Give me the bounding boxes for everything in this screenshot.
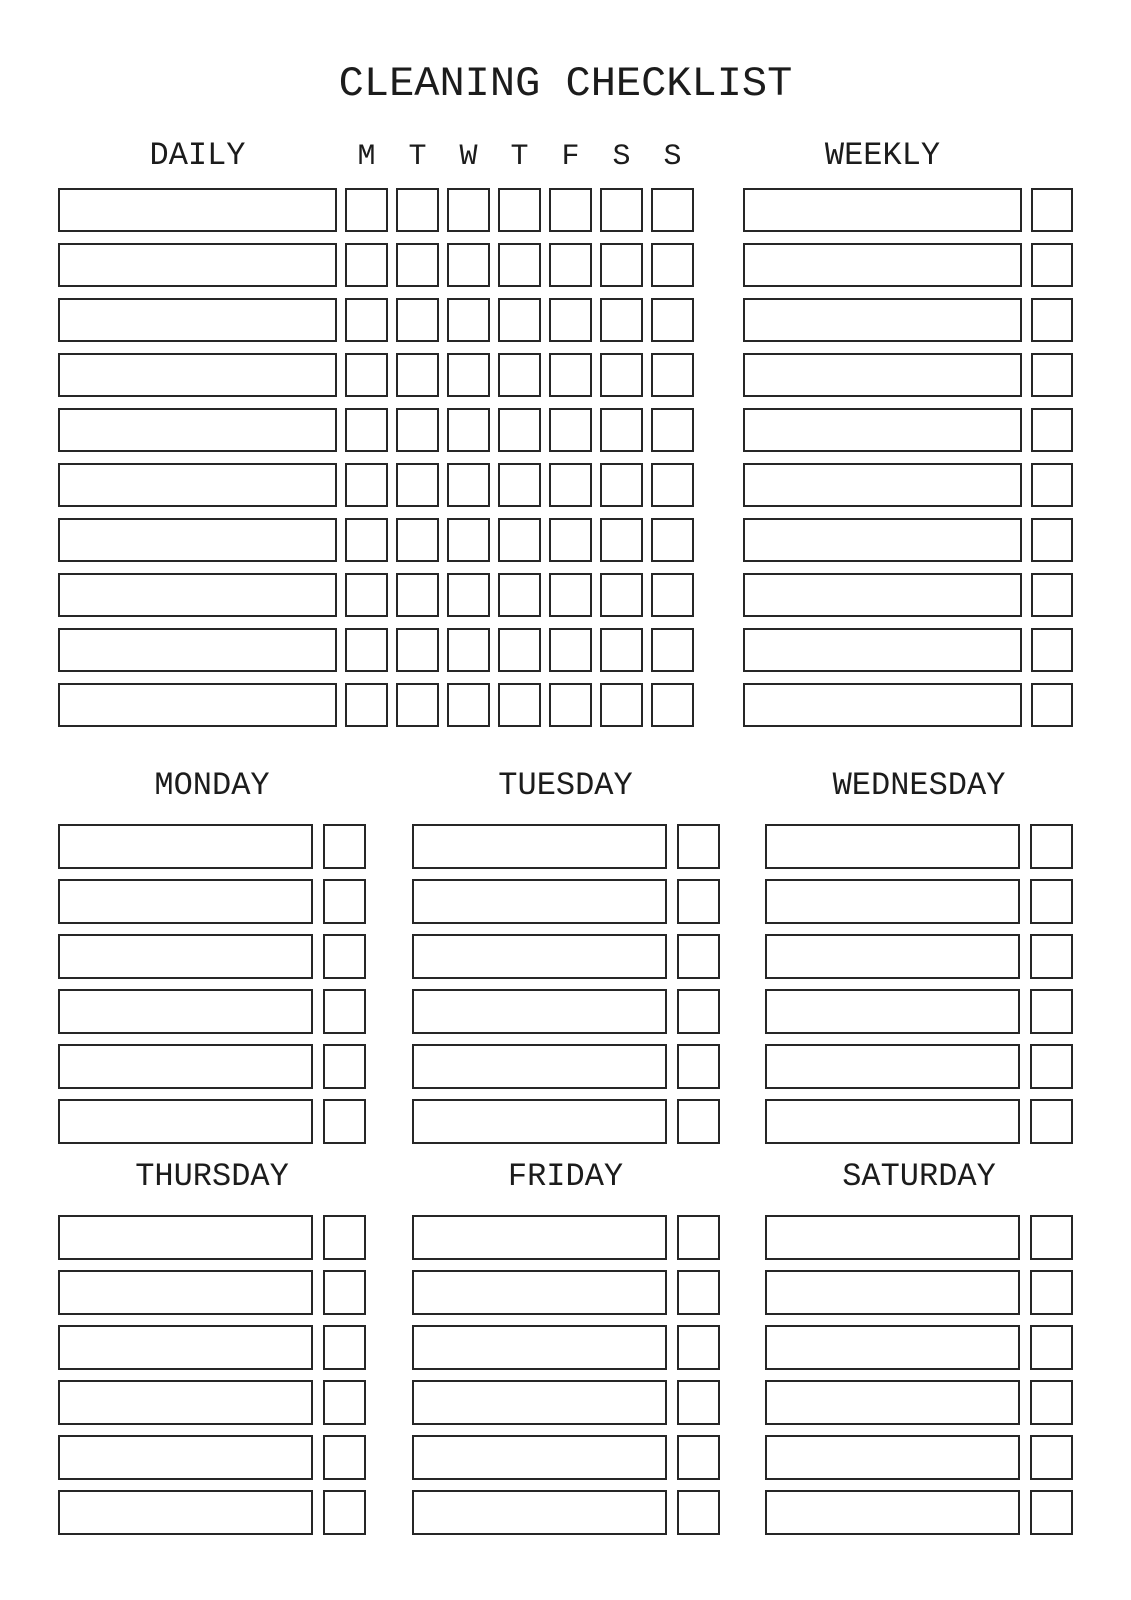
day-rows xyxy=(412,824,720,1144)
thursday-checkbox[interactable] xyxy=(323,1215,366,1260)
daily-day-letter-thursday: T xyxy=(510,140,529,174)
day-task-row xyxy=(412,824,720,869)
day-section-label: SATURDAY xyxy=(842,1158,996,1195)
day-task-row xyxy=(765,934,1073,979)
day-rows xyxy=(765,824,1073,1144)
tuesday-checkbox[interactable] xyxy=(677,1099,720,1144)
thursday-task-input[interactable] xyxy=(58,1215,313,1260)
monday-checkbox[interactable] xyxy=(323,879,366,924)
day-task-row xyxy=(412,1435,720,1480)
day-task-row xyxy=(765,1435,1073,1480)
daily-checkbox-thursday[interactable] xyxy=(498,683,541,727)
daily-checkbox-friday[interactable] xyxy=(549,463,592,507)
daily-checkbox-tuesday[interactable] xyxy=(396,573,439,617)
daily-checkbox-monday[interactable] xyxy=(345,573,388,617)
weekly-checkbox[interactable] xyxy=(1031,243,1073,287)
daily-checkbox-friday[interactable] xyxy=(549,408,592,452)
saturday-task-input[interactable] xyxy=(765,1270,1020,1315)
day-task-row xyxy=(58,1099,366,1144)
wednesday-checkbox[interactable] xyxy=(1030,934,1073,979)
wednesday-task-input[interactable] xyxy=(765,1044,1020,1089)
tuesday-task-input[interactable] xyxy=(412,1099,667,1144)
friday-checkbox[interactable] xyxy=(677,1490,720,1535)
day-task-row xyxy=(765,1380,1073,1425)
thursday-checkbox[interactable] xyxy=(323,1435,366,1480)
daily-day-letter-monday: M xyxy=(357,140,376,174)
monday-checkbox[interactable] xyxy=(323,934,366,979)
wednesday-task-input[interactable] xyxy=(765,934,1020,979)
friday-task-input[interactable] xyxy=(412,1380,667,1425)
thursday-task-input[interactable] xyxy=(58,1380,313,1425)
wednesday-checkbox[interactable] xyxy=(1030,879,1073,924)
saturday-task-input[interactable] xyxy=(765,1435,1020,1480)
daily-checkbox-friday[interactable] xyxy=(549,243,592,287)
day-task-row xyxy=(765,1044,1073,1089)
day-task-row xyxy=(412,1380,720,1425)
day-section-label: MONDAY xyxy=(154,767,270,804)
daily-checkbox-saturday[interactable] xyxy=(600,408,643,452)
checklist-row xyxy=(58,188,1073,232)
day-task-row xyxy=(412,1490,720,1535)
day-task-row xyxy=(412,989,720,1034)
weekly-task-input[interactable] xyxy=(743,463,1022,507)
tuesday-checkbox[interactable] xyxy=(677,1044,720,1089)
daily-checkbox-saturday[interactable] xyxy=(600,298,643,342)
checklist-row xyxy=(58,628,1073,672)
tuesday-task-input[interactable] xyxy=(412,934,667,979)
weekly-task-input[interactable] xyxy=(743,628,1022,672)
checklist-row xyxy=(58,353,1073,397)
saturday-task-input[interactable] xyxy=(765,1490,1020,1535)
checklist-row xyxy=(58,408,1073,452)
daily-checkbox-sunday[interactable] xyxy=(651,243,694,287)
friday-checkbox[interactable] xyxy=(677,1380,720,1425)
monday-task-input[interactable] xyxy=(58,1044,313,1089)
thursday-checkbox[interactable] xyxy=(323,1380,366,1425)
daily-checkbox-monday[interactable] xyxy=(345,243,388,287)
weekly-task-input[interactable] xyxy=(743,573,1022,617)
saturday-task-input[interactable] xyxy=(765,1380,1020,1425)
day-task-row xyxy=(765,879,1073,924)
weekly-checkbox[interactable] xyxy=(1031,408,1073,452)
daily-task-input[interactable] xyxy=(58,298,337,342)
daily-task-input[interactable] xyxy=(58,518,337,562)
daily-checkbox-wednesday[interactable] xyxy=(447,243,490,287)
weekly-task-input[interactable] xyxy=(743,298,1022,342)
daily-checkbox-thursday[interactable] xyxy=(498,243,541,287)
saturday-checkbox[interactable] xyxy=(1030,1490,1073,1535)
monday-task-input[interactable] xyxy=(58,989,313,1034)
weekly-checkbox[interactable] xyxy=(1031,628,1073,672)
daily-task-input[interactable] xyxy=(58,628,337,672)
day-rows xyxy=(58,1215,366,1535)
day-section-friday xyxy=(412,1158,720,1535)
daily-checkbox-saturday[interactable] xyxy=(600,683,643,727)
weekly-checkbox[interactable] xyxy=(1031,573,1073,617)
monday-checkbox[interactable] xyxy=(323,824,366,869)
daily-checkbox-sunday[interactable] xyxy=(651,188,694,232)
daily-weekly-section xyxy=(58,138,1073,727)
tuesday-task-input[interactable] xyxy=(412,879,667,924)
weekday-sections-row-2 xyxy=(58,1158,1073,1535)
day-task-row xyxy=(58,1435,366,1480)
day-task-row xyxy=(58,824,366,869)
tuesday-task-input[interactable] xyxy=(412,989,667,1034)
friday-task-input[interactable] xyxy=(412,1490,667,1535)
daily-checkbox-sunday[interactable] xyxy=(651,628,694,672)
tuesday-task-input[interactable] xyxy=(412,824,667,869)
weekly-task-input[interactable] xyxy=(743,353,1022,397)
checklist-row xyxy=(58,518,1073,562)
weekly-checkbox[interactable] xyxy=(1031,298,1073,342)
daily-day-letter-wednesday: W xyxy=(459,140,478,174)
daily-checkbox-friday[interactable] xyxy=(549,573,592,617)
monday-checkbox[interactable] xyxy=(323,1044,366,1089)
friday-task-input[interactable] xyxy=(412,1325,667,1370)
day-section-label: FRIDAY xyxy=(507,1158,624,1195)
day-task-row xyxy=(58,1270,366,1315)
wednesday-task-input[interactable] xyxy=(765,879,1020,924)
daily-checkbox-wednesday[interactable] xyxy=(447,628,490,672)
daily-checkbox-thursday[interactable] xyxy=(498,353,541,397)
day-section-tuesday xyxy=(412,767,720,1144)
daily-checkbox-saturday[interactable] xyxy=(600,463,643,507)
daily-checkbox-sunday[interactable] xyxy=(651,518,694,562)
page-title: CLEANING CHECKLIST xyxy=(338,60,793,108)
daily-checkbox-tuesday[interactable] xyxy=(396,518,439,562)
thursday-checkbox[interactable] xyxy=(323,1490,366,1535)
day-task-row xyxy=(412,879,720,924)
day-task-row xyxy=(58,1380,366,1425)
thursday-checkbox[interactable] xyxy=(323,1270,366,1315)
day-task-row xyxy=(58,1325,366,1370)
checklist-row xyxy=(58,683,1073,727)
day-task-row xyxy=(412,1099,720,1144)
daily-checkbox-monday[interactable] xyxy=(345,628,388,672)
daily-checkbox-sunday[interactable] xyxy=(651,353,694,397)
daily-checkbox-monday[interactable] xyxy=(345,463,388,507)
daily-task-input[interactable] xyxy=(58,408,337,452)
saturday-task-input[interactable] xyxy=(765,1325,1020,1370)
saturday-checkbox[interactable] xyxy=(1030,1325,1073,1370)
saturday-checkbox[interactable] xyxy=(1030,1380,1073,1425)
daily-checkbox-sunday[interactable] xyxy=(651,298,694,342)
daily-checkbox-thursday[interactable] xyxy=(498,298,541,342)
daily-checkbox-saturday[interactable] xyxy=(600,518,643,562)
day-task-row xyxy=(58,879,366,924)
day-section-label: THURSDAY xyxy=(135,1158,289,1195)
thursday-task-input[interactable] xyxy=(58,1325,313,1370)
wednesday-checkbox[interactable] xyxy=(1030,824,1073,869)
thursday-checkbox[interactable] xyxy=(323,1325,366,1370)
daily-checkbox-wednesday[interactable] xyxy=(447,408,490,452)
weekly-task-input[interactable] xyxy=(743,188,1022,232)
day-section-label: WEDNESDAY xyxy=(832,767,1006,804)
day-rows xyxy=(58,824,366,1144)
daily-checkbox-tuesday[interactable] xyxy=(396,188,439,232)
monday-task-input[interactable] xyxy=(58,879,313,924)
daily-checkbox-wednesday[interactable] xyxy=(447,573,490,617)
friday-task-input[interactable] xyxy=(412,1435,667,1480)
daily-checkbox-tuesday[interactable] xyxy=(396,353,439,397)
wednesday-task-input[interactable] xyxy=(765,989,1020,1034)
daily-day-letter-tuesday: T xyxy=(408,140,427,174)
thursday-task-input[interactable] xyxy=(58,1435,313,1480)
day-task-row xyxy=(765,989,1073,1034)
daily-checkbox-friday[interactable] xyxy=(549,298,592,342)
daily-checkbox-tuesday[interactable] xyxy=(396,683,439,727)
daily-checkbox-monday[interactable] xyxy=(345,353,388,397)
tuesday-checkbox[interactable] xyxy=(677,989,720,1034)
wednesday-task-input[interactable] xyxy=(765,1099,1020,1144)
day-task-row xyxy=(412,1215,720,1260)
friday-task-input[interactable] xyxy=(412,1270,667,1315)
daily-checkbox-friday[interactable] xyxy=(549,188,592,232)
daily-checkbox-thursday[interactable] xyxy=(498,463,541,507)
daily-checkbox-tuesday[interactable] xyxy=(396,628,439,672)
daily-checkbox-wednesday[interactable] xyxy=(447,463,490,507)
day-task-row xyxy=(765,824,1073,869)
daily-checkbox-tuesday[interactable] xyxy=(396,243,439,287)
day-task-row xyxy=(412,1270,720,1315)
monday-task-input[interactable] xyxy=(58,824,313,869)
weekly-checkbox[interactable] xyxy=(1031,353,1073,397)
daily-task-input[interactable] xyxy=(58,353,337,397)
daily-checkbox-friday[interactable] xyxy=(549,353,592,397)
daily-checkbox-saturday[interactable] xyxy=(600,243,643,287)
daily-checkbox-monday[interactable] xyxy=(345,408,388,452)
day-task-row xyxy=(58,934,366,979)
friday-checkbox[interactable] xyxy=(677,1215,720,1260)
day-task-row xyxy=(58,1490,366,1535)
daily-checkbox-wednesday[interactable] xyxy=(447,188,490,232)
monday-task-input[interactable] xyxy=(58,934,313,979)
friday-task-input[interactable] xyxy=(412,1215,667,1260)
daily-checkbox-tuesday[interactable] xyxy=(396,408,439,452)
daily-checkbox-wednesday[interactable] xyxy=(447,298,490,342)
monday-checkbox[interactable] xyxy=(323,1099,366,1144)
checklist-row xyxy=(58,463,1073,507)
daily-task-input[interactable] xyxy=(58,243,337,287)
day-task-row xyxy=(58,1044,366,1089)
tuesday-task-input[interactable] xyxy=(412,1044,667,1089)
daily-checkbox-monday[interactable] xyxy=(345,298,388,342)
day-task-row xyxy=(765,1270,1073,1315)
weekly-checkbox[interactable] xyxy=(1031,188,1073,232)
day-task-row xyxy=(765,1099,1073,1144)
weekly-checkbox[interactable] xyxy=(1031,683,1073,727)
tuesday-checkbox[interactable] xyxy=(677,879,720,924)
daily-checkbox-sunday[interactable] xyxy=(651,463,694,507)
daily-checkbox-wednesday[interactable] xyxy=(447,683,490,727)
day-task-row xyxy=(765,1215,1073,1260)
day-task-row xyxy=(58,989,366,1034)
daily-task-input[interactable] xyxy=(58,573,337,617)
weekly-task-input[interactable] xyxy=(743,408,1022,452)
daily-checkbox-saturday[interactable] xyxy=(600,188,643,232)
day-task-row xyxy=(412,934,720,979)
daily-day-letter-sunday: S xyxy=(663,140,682,174)
daily-checkbox-thursday[interactable] xyxy=(498,408,541,452)
day-task-row xyxy=(765,1490,1073,1535)
thursday-task-input[interactable] xyxy=(58,1270,313,1315)
daily-task-input[interactable] xyxy=(58,463,337,507)
top-header-row xyxy=(58,138,1073,174)
daily-checkbox-friday[interactable] xyxy=(549,628,592,672)
weekly-checkbox[interactable] xyxy=(1031,463,1073,507)
weekday-sections-row-1 xyxy=(58,767,1073,1144)
wednesday-checkbox[interactable] xyxy=(1030,1044,1073,1089)
day-task-row xyxy=(412,1044,720,1089)
daily-checkbox-saturday[interactable] xyxy=(600,353,643,397)
daily-checkbox-thursday[interactable] xyxy=(498,188,541,232)
daily-checkbox-wednesday[interactable] xyxy=(447,353,490,397)
day-task-row xyxy=(765,1325,1073,1370)
daily-checkbox-sunday[interactable] xyxy=(651,573,694,617)
daily-checkbox-thursday[interactable] xyxy=(498,518,541,562)
daily-checkbox-sunday[interactable] xyxy=(651,408,694,452)
daily-checkbox-monday[interactable] xyxy=(345,518,388,562)
weekly-task-input[interactable] xyxy=(743,243,1022,287)
wednesday-checkbox[interactable] xyxy=(1030,1099,1073,1144)
friday-checkbox[interactable] xyxy=(677,1270,720,1315)
monday-task-input[interactable] xyxy=(58,1099,313,1144)
daily-weekly-rows xyxy=(58,188,1073,727)
weekly-checkbox[interactable] xyxy=(1031,518,1073,562)
friday-checkbox[interactable] xyxy=(677,1325,720,1370)
saturday-task-input[interactable] xyxy=(765,1215,1020,1260)
checklist-row xyxy=(58,573,1073,617)
day-section-saturday xyxy=(765,1158,1073,1535)
checklist-row xyxy=(58,243,1073,287)
wednesday-checkbox[interactable] xyxy=(1030,989,1073,1034)
daily-checkbox-saturday[interactable] xyxy=(600,573,643,617)
daily-task-input[interactable] xyxy=(58,188,337,232)
saturday-checkbox[interactable] xyxy=(1030,1270,1073,1315)
day-rows xyxy=(765,1215,1073,1535)
checklist-row xyxy=(58,298,1073,342)
daily-day-letter-saturday: S xyxy=(612,140,631,174)
daily-checkbox-monday[interactable] xyxy=(345,683,388,727)
daily-checkbox-thursday[interactable] xyxy=(498,628,541,672)
daily-checkbox-tuesday[interactable] xyxy=(396,463,439,507)
daily-checkbox-thursday[interactable] xyxy=(498,573,541,617)
daily-checkbox-sunday[interactable] xyxy=(651,683,694,727)
daily-checkbox-friday[interactable] xyxy=(549,518,592,562)
wednesday-task-input[interactable] xyxy=(765,824,1020,869)
day-section-monday xyxy=(58,767,366,1144)
saturday-checkbox[interactable] xyxy=(1030,1215,1073,1260)
daily-checkbox-wednesday[interactable] xyxy=(447,518,490,562)
day-section-wednesday xyxy=(765,767,1073,1144)
day-section-label: TUESDAY xyxy=(498,767,633,804)
day-task-row xyxy=(58,1215,366,1260)
weekly-task-input[interactable] xyxy=(743,518,1022,562)
saturday-checkbox[interactable] xyxy=(1030,1435,1073,1480)
thursday-task-input[interactable] xyxy=(58,1490,313,1535)
friday-checkbox[interactable] xyxy=(677,1435,720,1480)
daily-task-input[interactable] xyxy=(58,683,337,727)
daily-checkbox-tuesday[interactable] xyxy=(396,298,439,342)
daily-section-label: DAILY xyxy=(149,137,246,174)
daily-checkbox-friday[interactable] xyxy=(549,683,592,727)
tuesday-checkbox[interactable] xyxy=(677,934,720,979)
weekly-section-label: WEEKLY xyxy=(824,137,941,174)
tuesday-checkbox[interactable] xyxy=(677,824,720,869)
day-section-thursday xyxy=(58,1158,366,1535)
daily-day-letter-friday: F xyxy=(561,140,580,174)
day-task-row xyxy=(412,1325,720,1370)
monday-checkbox[interactable] xyxy=(323,989,366,1034)
day-rows xyxy=(412,1215,720,1535)
daily-checkbox-saturday[interactable] xyxy=(600,628,643,672)
daily-checkbox-monday[interactable] xyxy=(345,188,388,232)
weekly-task-input[interactable] xyxy=(743,683,1022,727)
